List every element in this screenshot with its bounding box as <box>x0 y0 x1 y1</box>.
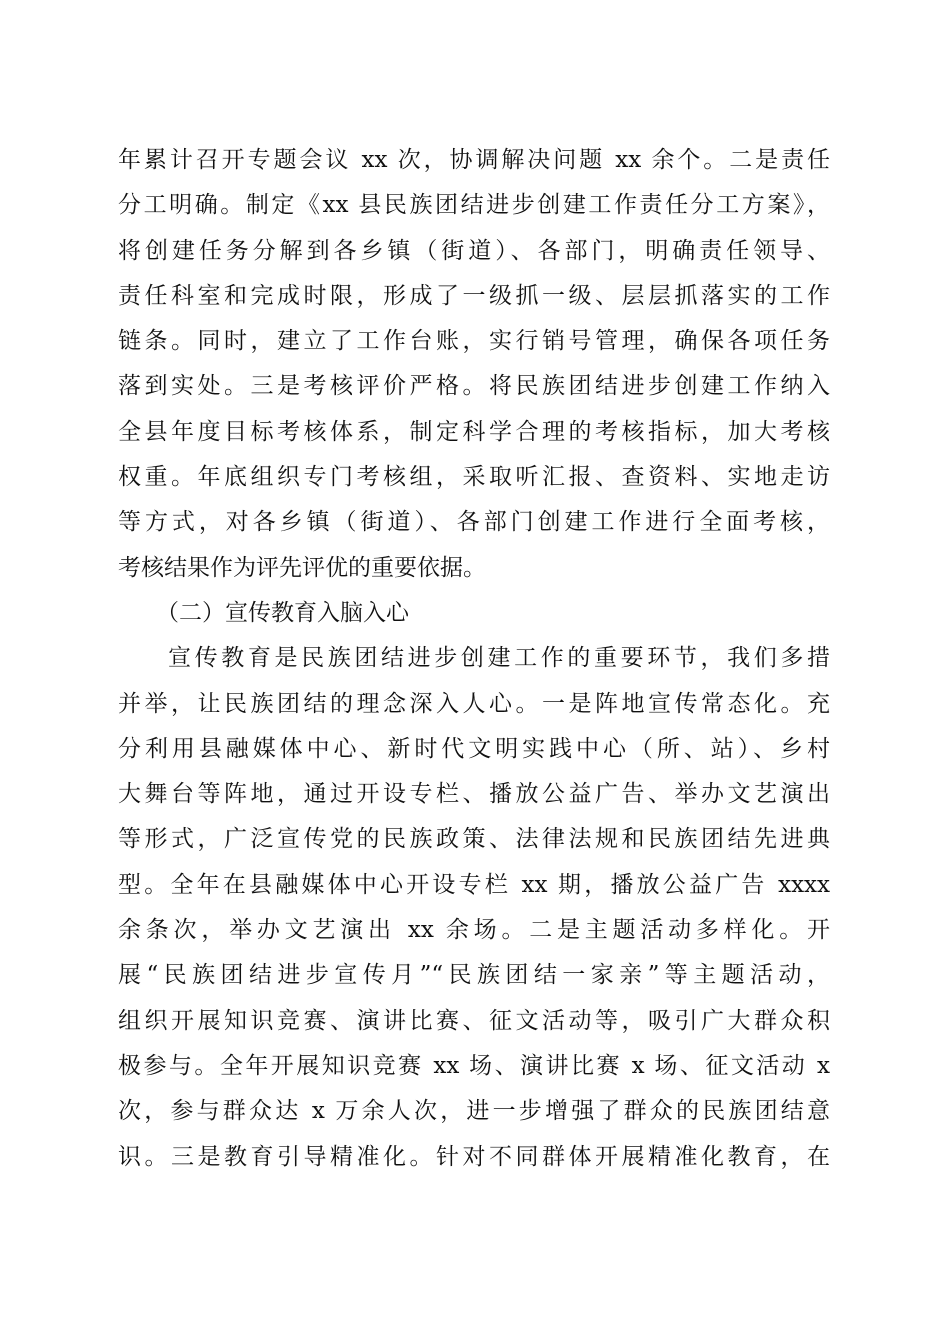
text-line: 权重。年底组织专门考核组，采取听汇报、查资料、实地走访 <box>118 464 830 491</box>
text-line: 大舞台等阵地，通过开设专栏、播放公益广告、举办文艺演出 <box>118 781 830 808</box>
text-line: 全县年度目标考核体系，制定科学合理的考核指标，加大考核 <box>118 418 830 445</box>
text-line: 将创建任务分解到各乡镇（街道）、各部门，明确责任领导、 <box>118 237 830 264</box>
paragraph-first-line: 宣传教育是民族团结进步创建工作的重要环节，我们多措 <box>168 645 830 672</box>
text-line: 极参与。全年开展知识竞赛 xx 场、演讲比赛 x 场、征文活动 x <box>118 1052 830 1079</box>
body-text <box>118 138 830 1180</box>
text-line: 分利用县融媒体中心、新时代文明实践中心（所、站）、乡村 <box>118 735 830 762</box>
text-line: 余条次，举办文艺演出 xx 余场。二是主题活动多样化。开 <box>118 917 830 944</box>
paragraph-last-line: 考核结果作为评先评优的重要依据。 <box>118 554 486 581</box>
section-heading: （二）宣传教育入脑入心 <box>156 599 409 626</box>
text-line: 等形式，广泛宣传党的民族政策、法律法规和民族团结先进典 <box>118 826 830 853</box>
text-line: 等方式，对各乡镇（街道）、各部门创建工作进行全面考核， <box>118 509 830 536</box>
text-line: 链条。同时，建立了工作台账，实行销号管理，确保各项任务 <box>118 328 830 355</box>
text-line: 次，参与群众达 x 万余人次，进一步增强了群众的民族团结意 <box>118 1098 830 1125</box>
text-line: 展“民族团结进步宣传月”“民族团结一家亲”等主题活动， <box>118 962 830 989</box>
text-line: 年累计召开专题会议 xx 次，协调解决问题 xx 余个。二是责任 <box>118 147 830 173</box>
text-line: 并举，让民族团结的理念深入人心。一是阵地宣传常态化。充 <box>118 690 830 717</box>
text-line: 型。全年在县融媒体中心开设专栏 xx 期，播放公益广告 xxxx <box>118 871 830 898</box>
text-line: 组织开展知识竞赛、演讲比赛、征文活动等，吸引广大群众积 <box>118 1007 830 1034</box>
text-line: 分工明确。制定《xx 县民族团结进步创建工作责任分工方案》， <box>118 192 830 219</box>
text-line: 落到实处。三是考核评价严格。将民族团结进步创建工作纳入 <box>118 373 830 400</box>
text-line: 识。三是教育引导精准化。针对不同群体开展精准化教育，在 <box>118 1143 830 1170</box>
text-line: 责任科室和完成时限，形成了一级抓一级、层层抓落实的工作 <box>118 282 830 309</box>
